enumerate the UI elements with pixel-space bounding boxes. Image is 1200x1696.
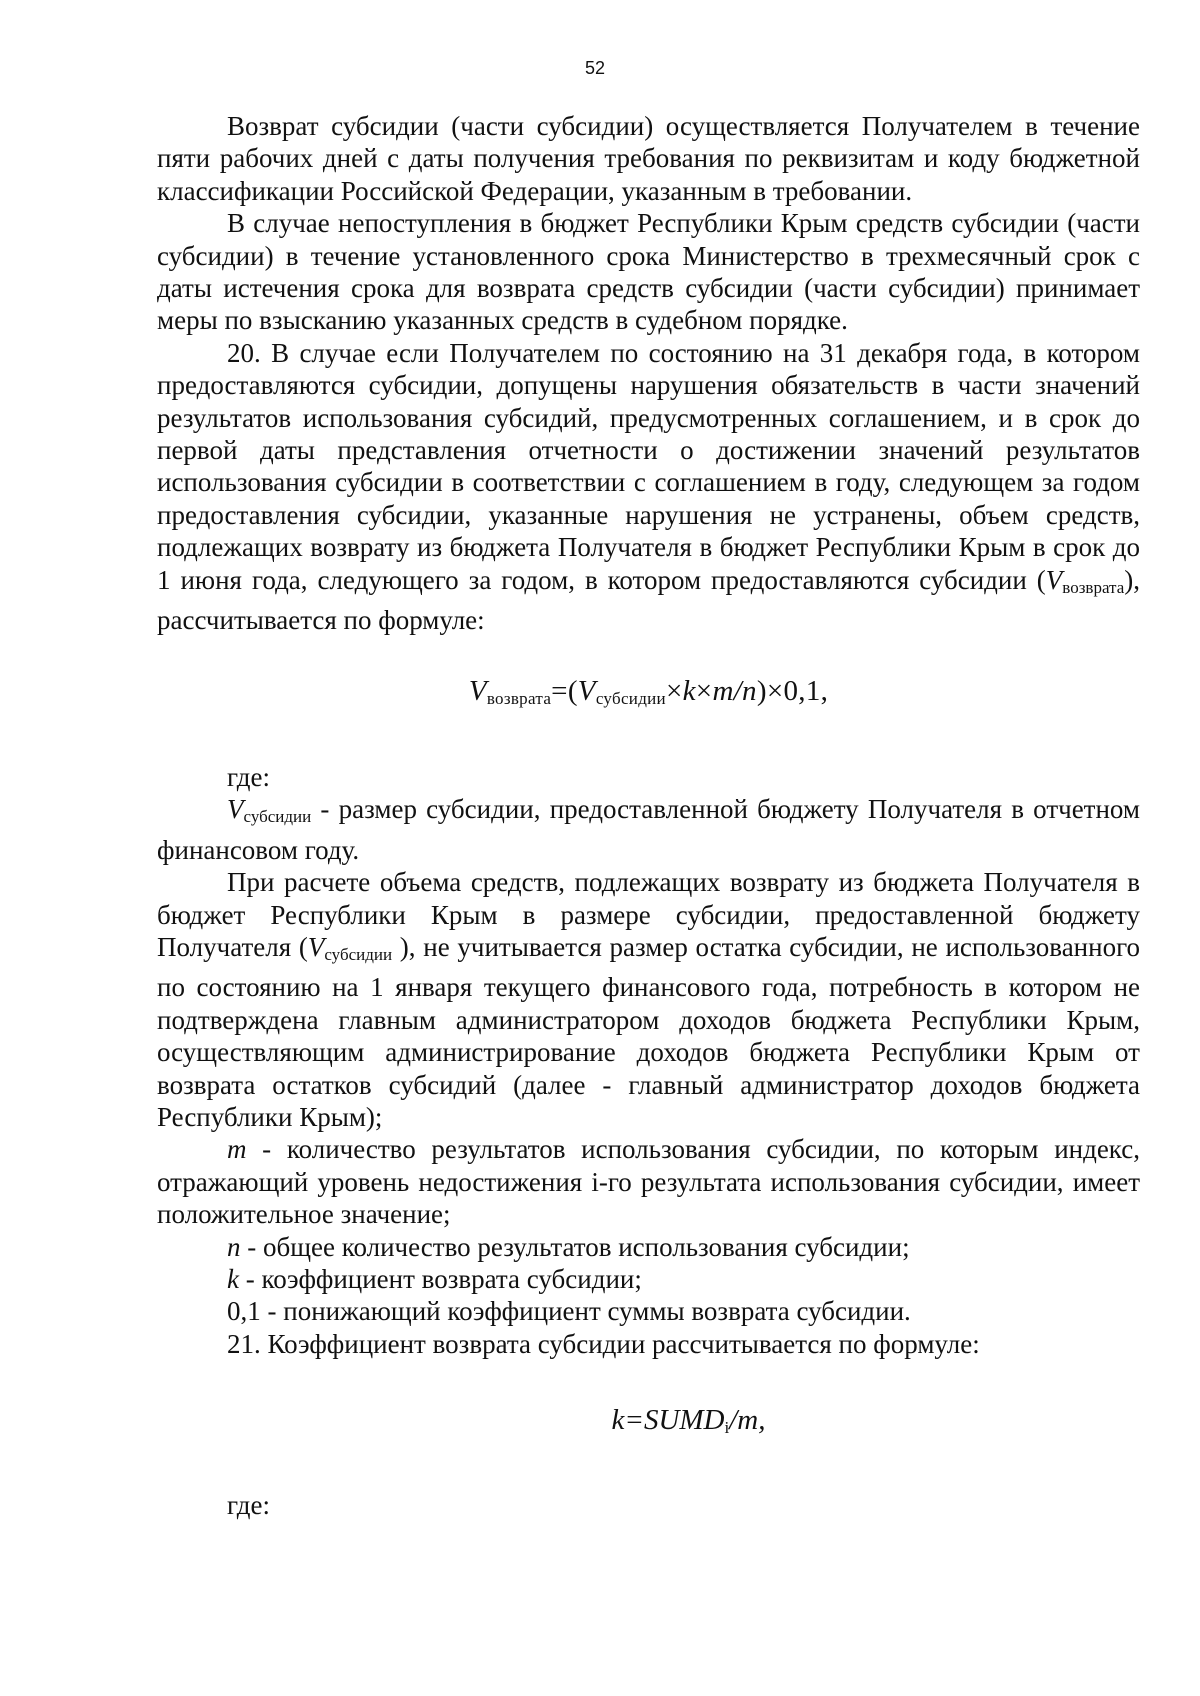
- def-n-symbol: n: [227, 1231, 241, 1262]
- formula2-subscript-i: i: [724, 1418, 730, 1438]
- formula-tail: 0,1,: [783, 674, 829, 707]
- definition-m: [157, 1133, 1140, 1230]
- definition-n: [157, 1231, 1140, 1263]
- paragraph-20: [157, 337, 1140, 637]
- paragraph-refund-deadline: Возврат субсидии (части субсидии) осуществляется Получателем в течение пяти рабочих дней с даты получения требования по реквизитам и коду бюджетной классификации Российской Федерации, указанным в требовании.: [157, 111, 1140, 206]
- definition-k: [157, 1263, 1140, 1295]
- formula2-rhs: /m,: [729, 1404, 766, 1437]
- def-v-text: - размер субсидии, предоставленной бюджету Получателя в отчетном финансовом году.: [157, 794, 1140, 865]
- formula-subscript-vozvrata: возврата: [486, 688, 552, 708]
- calc-v-symbol: V: [307, 931, 325, 962]
- paragraph-20-end: ), рассчитывается по формуле:: [157, 564, 1140, 636]
- formula-coefficient: [237, 1404, 1140, 1444]
- def-k-text: - коэффициент возврата субсидии;: [238, 1264, 642, 1294]
- definition-v-subsidii: [157, 793, 1140, 866]
- subscript-vozvrata: возврата: [1062, 577, 1125, 597]
- def-v-symbol: V: [227, 794, 244, 825]
- formula-times: ×: [665, 674, 683, 707]
- where-label-1: где:: [227, 761, 270, 792]
- def-m-text: - количество результатов использования субсидии, по которым индекс, отражающий уровень недостижения i-го результата использования субсидии, имеет положительное значение;: [157, 1134, 1140, 1230]
- document-body: [157, 110, 1140, 1521]
- calc-subscript-subsidii: субсидии: [324, 944, 393, 964]
- formula-refund-volume: [157, 675, 1140, 715]
- formula-close-paren: ): [756, 674, 767, 707]
- formula-eq-open: =(: [551, 674, 578, 707]
- v-symbol: V: [1045, 564, 1063, 595]
- formula-subscript-subsidii: субсидии: [595, 688, 666, 708]
- formula-v-symbol: V: [468, 674, 487, 707]
- calc-text-end: ), не учитывается размер остатка субсидии, не использованного по состоянию на 1 января текущего финансового года, потребность в котором не подтверждена главным администратором доходов бюджета Республики Крым, осуществляющим администрирование доходов бюджета Республики Крым от возврата остатков субсидий (далее - главный администратор доходов бюджета Республики Крым);: [157, 931, 1140, 1132]
- formula-k: k: [682, 674, 696, 707]
- page-number: 52: [584, 58, 606, 78]
- def-m-symbol: m: [227, 1134, 247, 1165]
- formula-m-over-n: m/n: [712, 674, 757, 707]
- definition-0-1: 0,1 - понижающий коэффициент суммы возврата субсидии.: [227, 1296, 911, 1327]
- calc-text-start: При расчете объема средств, подлежащих возврату из бюджета Получателя в бюджет Республики Крым в размере субсидии, предоставленной бюджету Получателя (: [157, 867, 1140, 962]
- def-n-text: - общее количество результатов использования субсидии;: [240, 1231, 910, 1262]
- formula-v-symbol-2: V: [577, 674, 596, 707]
- def-k-symbol: k: [227, 1264, 239, 1294]
- formula2-lhs: k=SUMD: [611, 1404, 725, 1437]
- paragraph-calculation: [157, 866, 1140, 1133]
- paragraph-21: 21. Коэффициент возврата субсидии рассчитывается по формуле:: [227, 1328, 980, 1359]
- paragraph-20-text: 20. В случае если Получателем по состоянию на 31 декабря года, в котором предоставляются субсидии, допущены нарушения обязательств в части значений результатов использования субсидий, предусмотренных соглашением, и в срок до первой даты представления отчетности о достижении значений результатов использования субсидии в соответствии с соглашением в году, следующем за годом предоставления субсидии, указанные нарушения не устранены, объем средств, подлежащих возврату из бюджета Получателя в бюджет Республики Крым в срок до 1 июня года, следующего за годом, в котором предоставляются субсидии (: [157, 337, 1140, 595]
- paragraph-non-receipt: В случае непоступления в бюджет Республики Крым средств субсидии (части субсидии) в течение установленного срока Министерство в трехмесячный срок с даты истечения срока для возврата средств субсидии (части субсидии) принимает меры по взысканию указанных средств в судебном порядке.: [157, 208, 1140, 336]
- formula-times-2: ×: [695, 674, 713, 707]
- where-label-2: где:: [227, 1489, 270, 1520]
- def-subscript-subsidii: субсидии: [243, 807, 312, 827]
- formula-times-3: ×: [766, 674, 784, 707]
